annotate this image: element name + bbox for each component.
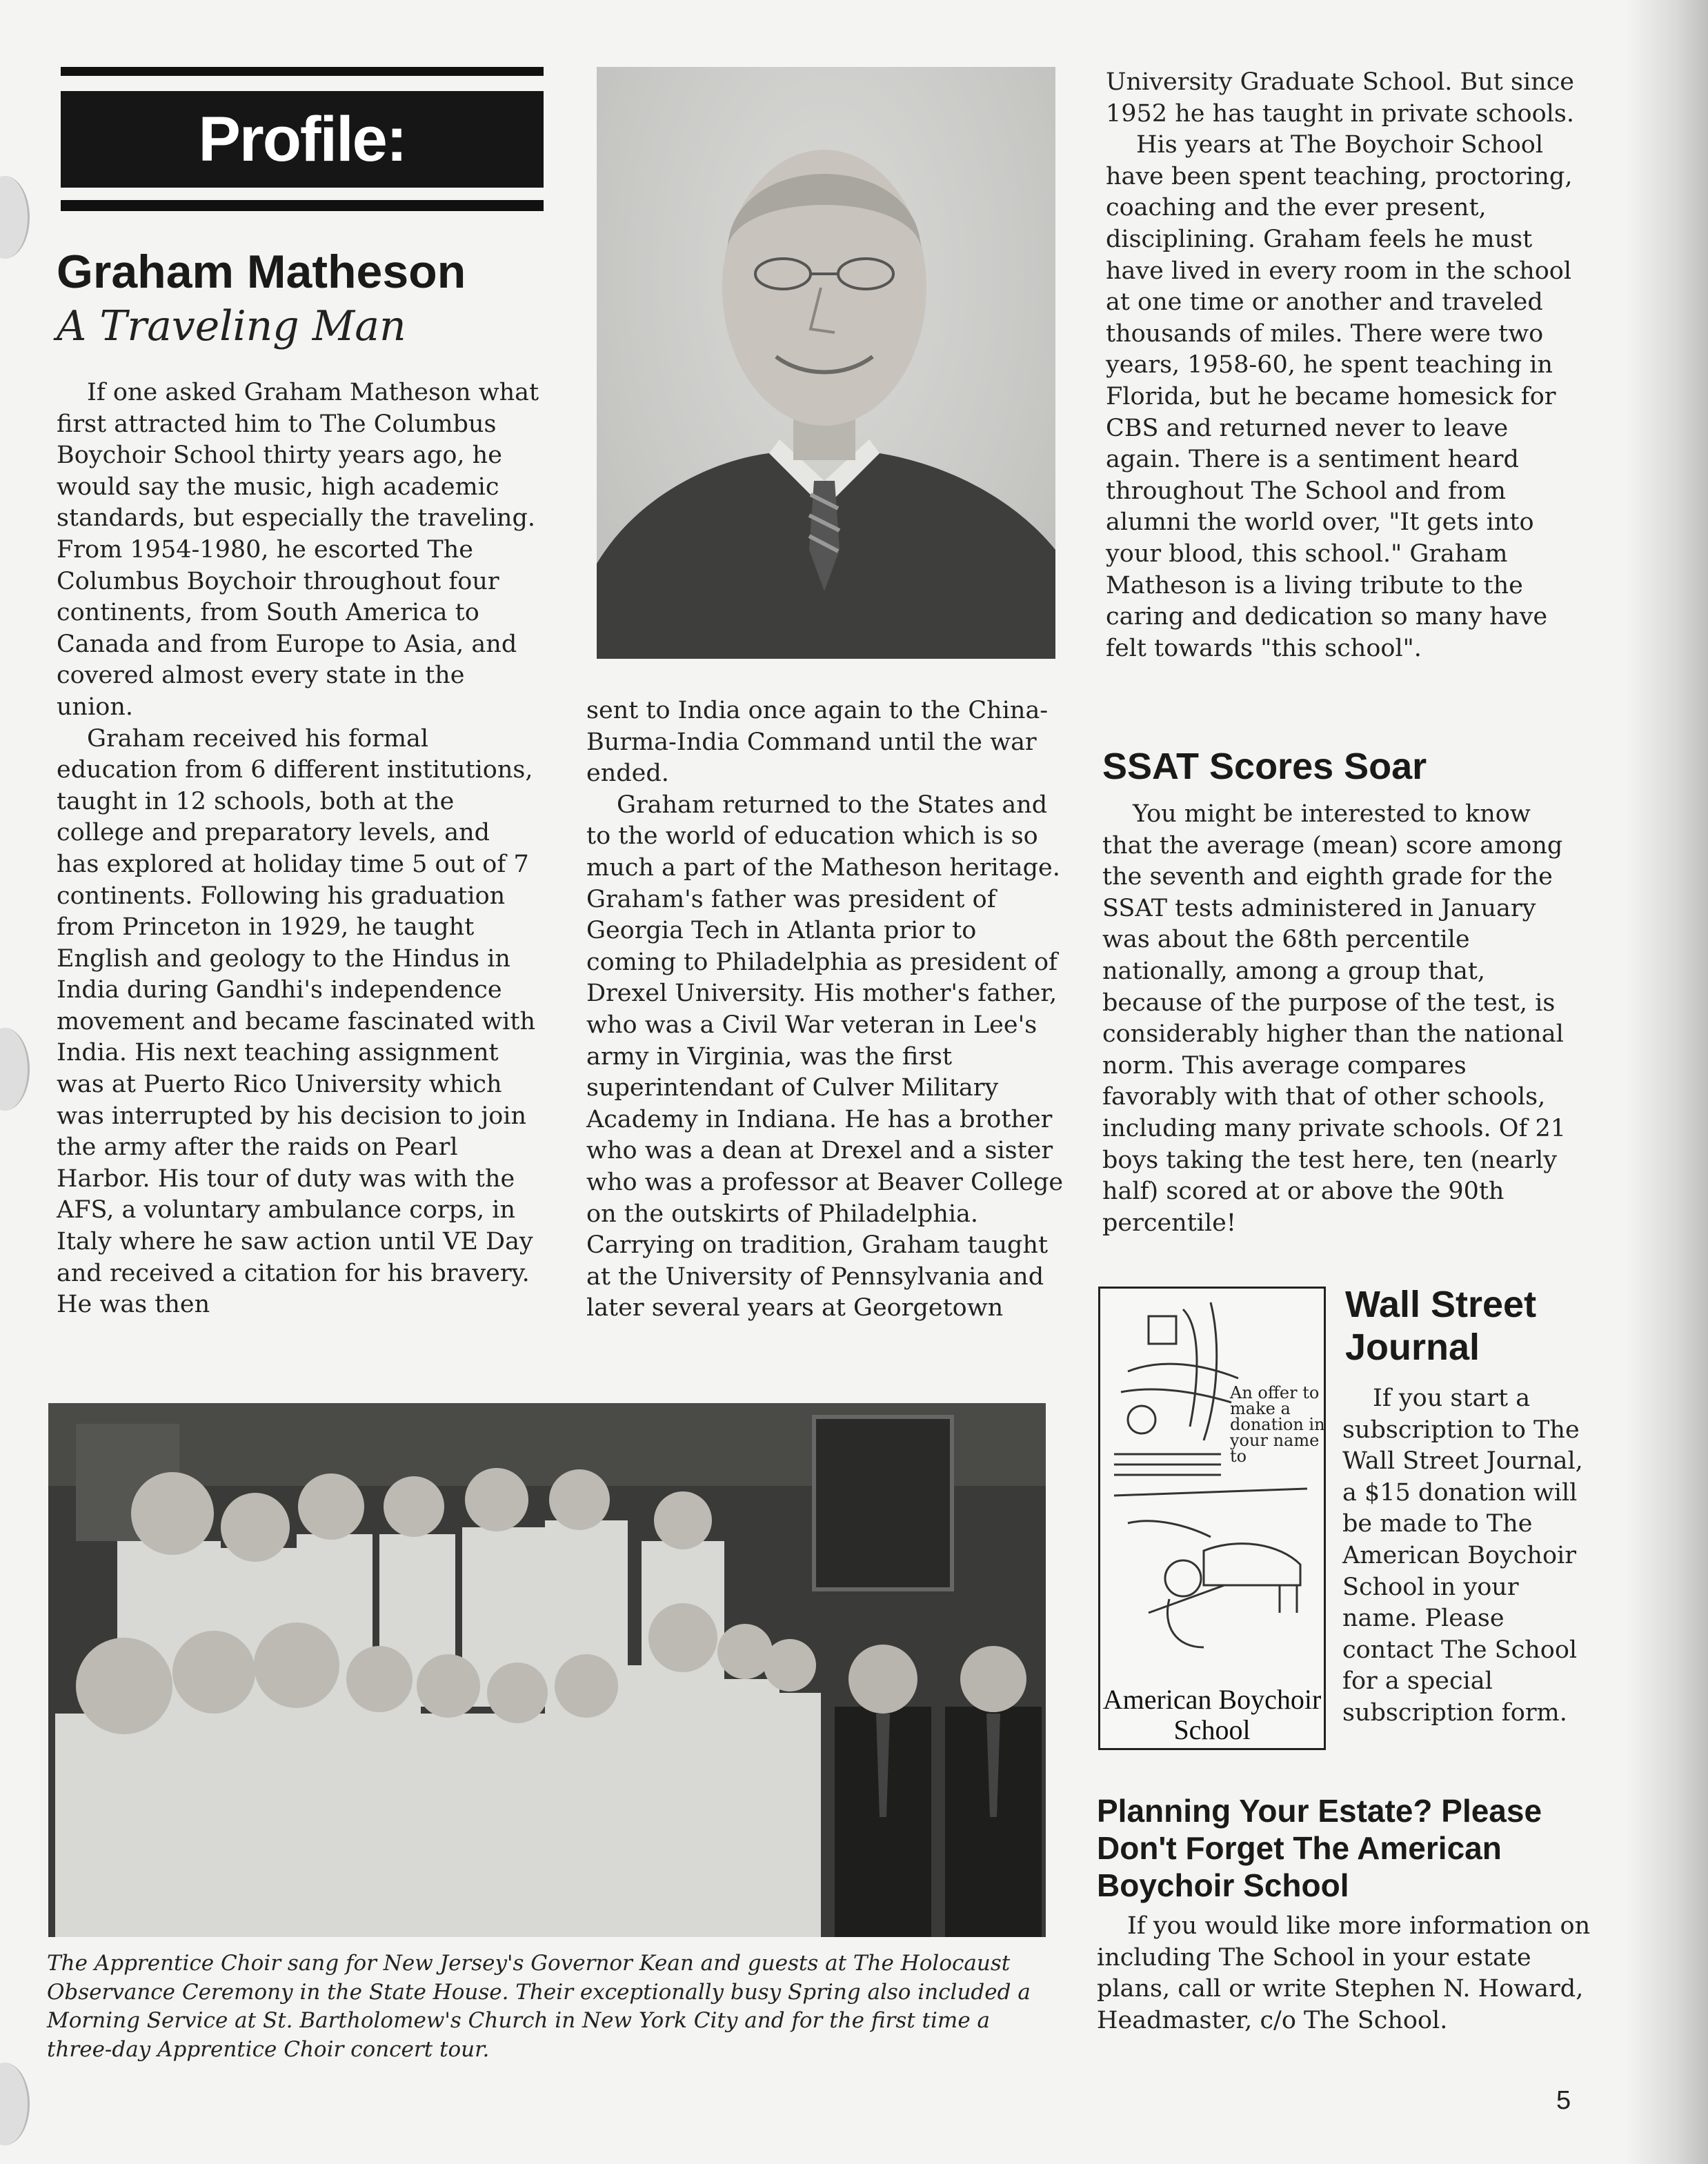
music-illustration: [1100, 1289, 1324, 1675]
ad-school-name: American Boychoir School: [1102, 1684, 1322, 1745]
portrait-photo: [597, 67, 1055, 659]
page-number: 5: [1556, 2086, 1571, 2115]
profile-banner: Profile:: [61, 91, 544, 188]
ssat-heading: SSAT Scores Soar: [1102, 746, 1427, 787]
article-column-2: [586, 695, 1069, 1324]
ssat-body: You might be interested to know that the average (mean) score among the seventh and eighth grade for the SSAT tests administered in January was about the 68th percentile nationally, among a group that, because of the purpose of the test, is considerably higher than the national norm. This average compares favorably with that of other schools, including many private schools. Of 21 boys taking the test here, ten (nearly half) scored at or above the 90th percentile!: [1102, 800, 1567, 1237]
article-paragraph: Graham received his formal education from 6 different institutions, taught in 12 schools, both at the college and preparatory levels, and has explored at holiday time 5 out of 7 continents. Following his graduation from Princeton in 1929, he taught English and geology to the Hindus in India during Gandhi's independence movement and became fascinated with India. His next teaching assignment was at Puerto Rico University which was interrupted by his decision to join the army after the raids on Pearl Harbor. His tour of duty was with the AFS, a voluntary ambulance corps, in Italy where he saw action until VE Day and received a citation for his bravery. He was then: [57, 724, 535, 1319]
binder-hole: [0, 2063, 30, 2145]
article-column-3: [1106, 67, 1589, 664]
article-subtitle: A Traveling Man: [57, 302, 406, 350]
estate-section: [1097, 1911, 1593, 2036]
donation-ad: [1098, 1287, 1326, 1750]
choir-photo: [48, 1403, 1046, 1937]
article-column-1: [57, 377, 539, 1321]
article-paragraph: University Graduate School. But since 1952 he has taught in private schools.: [1106, 68, 1575, 128]
wsj-heading: Wall Street Journal: [1345, 1284, 1537, 1368]
banner-bottom-rule: [61, 200, 544, 211]
banner-top-rule: [61, 67, 544, 76]
estate-heading: Planning Your Estate? Please Don't Forget The American Boychoir School: [1097, 1793, 1542, 1903]
binder-hole: [0, 1028, 30, 1111]
estate-body: If you would like more information on including The School in your estate plans, call or write Stephen N. Howard, Headmaster, c/o The School.: [1097, 1912, 1591, 2034]
article-title: Graham Matheson: [57, 246, 466, 298]
page-fold-shadow: [1625, 0, 1708, 2164]
ad-offer-text: An offer to make a donation in your name to: [1230, 1383, 1325, 1466]
article-paragraph: His years at The Boychoir School have been spent teaching, proctoring, coaching and the ever present, disciplining. Graham feels he must have lived in every room in the school at one time or another and traveled thousands of miles. There were two years, 1958-60, he spent teaching in Florida, but he became homesick for CBS and returned never to leave again. There is a sentiment heard throughout The School and from alumni the world over, "It gets into your blood, this school." Graham Matheson is a living tribute to the caring and dedication so many have felt towards "this school".: [1106, 131, 1573, 662]
photo-caption: The Apprentice Choir sang for New Jersey's Governor Kean and guests at The Holocaust Observance Ceremony in the State House. Their exceptionally busy Spring also included a Morning Service at St. Bartholomew's Church in New York City and for the first time a three-day Apprentice Choir concert tour.: [47, 1951, 1031, 2062]
wsj-body: If you start a subscription to The Wall Street Journal, a $15 donation will be made to The American Boychoir School in your name. Please contact The School for a special subscription form.: [1342, 1384, 1583, 1727]
article-paragraph: sent to India once again to the China-Burma-India Command until the war ended.: [586, 697, 1049, 788]
article-paragraph: If one asked Graham Matheson what first attracted him to The Columbus Boychoir School thirty years ago, he would say the music, high academic standards, but especially the traveling. From 1954-1980, he escorted The Columbus Boychoir throughout four continents, from South America to Canada and from Europe to Asia, and covered almost every state in the union.: [57, 379, 539, 721]
wsj-section: [1342, 1383, 1599, 1729]
article-paragraph: Graham returned to the States and to the world of education which is so much a part of the Matheson heritage. Graham's father was president of Georgia Tech in Atlanta prior to coming to Philadelphia as president of Drexel University. His mother's father, who was a Civil War veteran in Lee's army in Virginia, was the first superintendant of Culver Military Academy in Indiana. He has a brother who was a dean at Drexel and a sister who was a professor at Beaver College on the outskirts of Philadelphia. Carrying on tradition, Graham taught at the University of Pennsylvania and later several years at Georgetown: [586, 791, 1064, 1322]
portrait-illustration: [597, 67, 1055, 659]
binder-hole: [0, 176, 30, 259]
ssat-section: [1102, 799, 1585, 1239]
choir-illustration: [48, 1403, 1046, 1937]
